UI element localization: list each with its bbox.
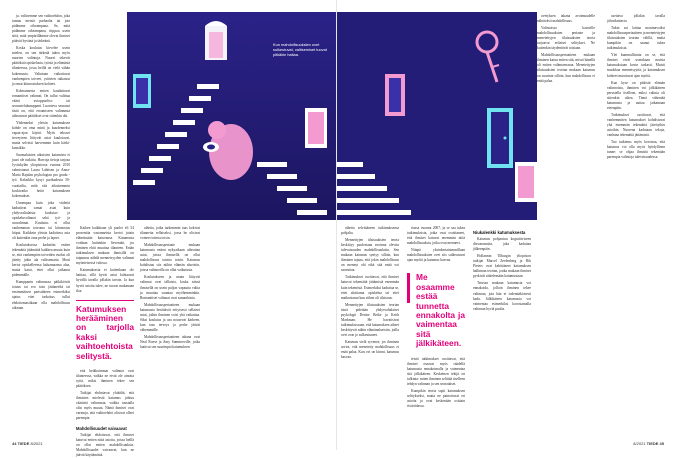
paragraph: Koska koulutus kirvelee usein mielen, on sen tärkeää tukea myös nuorten valintoja. Nuoret tekevät päätöksiä opiskelusta, työstä ja elämästä tilanteessa, jossa heillä on vielä vähän kokemusta. Valintaan vaikuttavat vanhempien toiveet, ystävien ratkaisut ja omat kiinnostuksen kohteet. — [12, 46, 70, 86]
right-col-4 — [607, 14, 665, 434]
left-col-2-intro — [76, 226, 134, 294]
paragraph: Ylei kummallisinta on se, että ihmiset eivät useinkaan muista katumuksiaan kovin tarkasti. Muisti muokkaa menneisyyttä, ja katumuksen kohteet muuttuvat ajan myötä. — [607, 53, 665, 78]
right-footer — [633, 441, 664, 446]
paragraph: Tuo tutkimus myös korostaa, että katumus voi olla myös hyödyllinen tunne: se ohjaa ihmistä tekemään parempia valintoja tulevaisuudessa. — [607, 140, 665, 160]
paragraph: että heikkoimmat valinnat ovat tilanteessa, vaikka ne eivät ole ainoita syitä, miksi ihminen tekee sen päätöksen. — [76, 369, 134, 389]
paragraph: ovetyksen takana avoimuudelle nähtävästi mahdollisuus. — [537, 14, 595, 24]
illustration-caption: Kun mahdollisuuksien ovet sulkeutuvat, valitsemiset tuovat pitkäkin haitaa. — [273, 42, 327, 57]
paragraph: Mahdollisuusperiaate mukaan katumusta eniten nykyaikaan aiheuttaa asiat, joissa ihmisellä on ollut mahdollisuus toimia toisin. Katumus kohdistuu siis niihin elämän alueisiin, joissa valinnoilla on ollut vaikutusta. — [140, 243, 200, 273]
issue-left: 8/2021 — [30, 441, 43, 446]
paragraph: Kumpikin teoria sopii katumuksen selitykseksi, mutta ne painottavat eri asioita ja ovat keskenään osittain ristiriidassa. — [407, 388, 465, 408]
door-cyan-icon — [487, 108, 513, 168]
right-col-2-tail — [407, 357, 465, 409]
paragraph: Niinpä yksinkertaisimmillaan mahdollisuuksien ovet siis sulkeutuvat ajan myötä ja katumus kasvaa. — [407, 248, 465, 263]
page-number-right: 45 — [659, 441, 664, 446]
left-footer — [12, 441, 43, 446]
right-col-3-top — [537, 14, 595, 228]
paragraph: Yhdenneksi yleisin katumuksen kohde on oma minä ja kuudenneksi vapaa-ajan käyttö. Myös tekoset terveyteen liittyvät asiat kuulotavat, mutta selvästi harvemmin kuin kärki-kuusikko. — [12, 120, 70, 151]
paragraph: Mennettyjen tilaisuuksien teoria keskittyy puolestaan avoinna oleviin tulevaisuuden mahdollisuuksiin. Sen mukaan katumus syntyy silloin, kun ihminen tajuaa, että jokin mahdollisuus on mennyt ohi eikä sitä enää voi saavuttaa. — [341, 238, 399, 273]
illustration-right — [337, 12, 537, 220]
paragraph: Katumus pohjautuu kognitiiviseen dissonanssiin, joka kaduttaa jälkeenpäin. — [473, 237, 531, 252]
right-col-2-intro — [407, 226, 465, 263]
left-pull-quote: Katumuksen herääminen on tarjolla kaksi vaihtoehtoista selitystä. — [76, 300, 134, 361]
brand-left: TIEDE — [17, 441, 30, 446]
paragraph: Mahdollisuusperiaatteen mukaan katumusta herättävät erityisesti sellaiset asiat, joihin ihminen voisi yhä vaikuttaa. Siksi koulutus ja ura nousevat kärkeen, kun taas terveys ja perhe jäävät vähemmälle. — [140, 302, 200, 332]
paragraph: Katumus vielä syvenee, jos ihminen arvioi, että menetetty mahdollisuus ei enää palaa. Kun ovi on kiinni, katumus kasvaa. — [341, 339, 399, 360]
right-subhead: Niukalenkki katumuksesta — [473, 230, 526, 235]
paragraph: riassa vuonna 2007, ja se saa tukea tutkimuksista, jotka ovat osoittaneet, että ihmiset katuvat enemmän niitä mahdollisuuksia, jotka ovat menneet. — [407, 226, 465, 246]
paragraph: Tukin sai laittaa moninavoiksi mahdollisuusperiaatteen ja menetettyjen tilaisuuksien teorian välillä, mutta kumpikin on saanut tukea tutkimuksista. — [607, 26, 665, 51]
illustration-left — [127, 12, 337, 220]
paragraph: Katumuksesta ei kuitenkaan ole haittaa, sillä hyvät asiat kohtaavat hyvällä tavalla jollakin tavoin. Ja kun hyviä asioita tulee, ne tuovat mukanaan iloa. — [76, 268, 134, 293]
paragraph: Tutkijat ehdottavat, että ihmiset katuvat eniten niitä asioita, joissa heillä on ollut eniten mahdollisuuksia. Mahdollisuudet vaivaavat, kun ne jäävät käyttämättä. — [76, 432, 134, 457]
paragraph: aihetta, jotka tarkemmin taas kokivat tilannetta sellaiseksi, jossa he olisivat voineet toimia toisin. — [140, 226, 200, 241]
paragraph: Mennettyjen tilaisuuksien teorian isinä pidetään yhdysvaltalaiset psykologit Denise Beike ja Keith Markman. He havaitsivat tutkimuksissaan, että katumuksen aiheet keskittyvät niihin elämänalueisiin, joilla ovet ovat jo sulkeutuneet. — [341, 302, 399, 337]
right-col-3 — [473, 226, 531, 434]
paragraph: Tutkijat ehdottavat yhtäältä, että ihmisten mielestä katumus johtuu väärästä valinnasta, vaikka taustalla olisi myös muuta. Nämä ihmiset ovat varmoja, että vaihtoehdot olisivat olleet parempia. — [76, 391, 134, 421]
left-col-2-tail — [76, 433, 134, 458]
left-col-2-after — [76, 369, 134, 421]
paragraph: ja, valitsemme sen vaihtoehdon, joka tuntuu meistä parhaalta tai jota pidämme oikeampana. Se, mitä pidämme oikeampana, riippuu usein siitä, mitä ympärillämme olevat ihmiset pitävät hyvänä ja tärkeänä. — [12, 14, 70, 44]
paragraph: Suomalaisten aikuisten katumista ei juuri ole tutkittu. Harvoja tietoja tarjoaa Jyväskylän yliopistossa vuonna 2010 valmistunut Laura Lahtisen ja Anna-Maria Rajalan psykologian pro gradu -työ. Kaksikko kysyi parikudesta 50-vuotiailta, mitä sitä aikaisemmin koskivatko heitä katumuksen kokemukset. — [12, 153, 70, 198]
paragraph: Kolmannesta eniten kaudattavat romanttiset valinnat. On tullut valittua väärä avioppuoliso tai seurustelukumppani. Luonteva seurausi tästä on, että eroamiseen valinnasta aiheutuvat päätökset ovat sittenkin ohi. — [12, 88, 70, 118]
paragraph: teistä tutkimukset osoittavat, että ihmiset osaavat myös säädellä katumusta ennakoimalla ja vaimentaa sitä jälkikäteen. Keskeinen tekijä on tulkinta: miten ihminen selittää itselleen tehdyn valinnan ja sen seuraukset. — [407, 356, 465, 386]
arched-door-icon — [205, 21, 227, 60]
right-col-3-tail — [473, 237, 531, 312]
paragraph: aihetta selvittäneen tutkimuksensa pohjalta. — [341, 226, 399, 236]
page-number-left: 44 — [12, 441, 17, 446]
issue-right: 8/2021 — [633, 441, 646, 446]
door-left-icon — [133, 74, 151, 108]
right-col-2 — [407, 226, 465, 434]
paragraph: Valintoissa katuville mahdollisuuksien periaate ja menetettyjen tilaisuuksien teoria tarjoavat erilaiset selitykset. Ne kuitenkin täydentävät toisiaan. — [537, 26, 595, 51]
paragraph: Mahdollisuusperiaatteen takana ovat Neal Roese ja Amy Summerville, jotka laativat sen suurimpia katumuksen — [140, 334, 200, 350]
paragraph: Tutkimukset osoittavat, että ihmiset katuvat tekemättä jättämistä enemmän kuin tekemistä. Esimerkiksi kaduttaa se, ettei aloittanut opiskelua tai ettei matkustanut kun siihen oli tilaisuus. — [341, 275, 399, 300]
paragraph: Useampaa kuin joka viidettä kaduttivat samat asiat kuin yhdysvaltalaisia: koulutus- ja opiskeluvalinnat sekä työ- ja uravalinnat. Koulutus ei ollut vanhemman toivoma tai kiinnostus hiipui. Kaikkein yleisin kaduttava asia oli kuitenkin oma perhe ja lapset. — [12, 200, 70, 240]
left-col-3 — [140, 226, 200, 434]
left-page — [0, 0, 337, 457]
door-ajar-icon — [515, 162, 537, 202]
paragraph: Kun kyse on pitkistä elämän valinnoista, ihminen voi jälkikäteen perustella itselleen, miksi valinta oli sittenkin oikea. Tämä vähentää katumusta ja auttaa jatkamaan eteenpäin. — [607, 80, 665, 110]
paragraph: Tutkimukset osoittavat, että vanhemmiten katumukset kohdistuvat yhä enemmän tekemättä jätettyihin asioihin. Nuorena kadutaan tekoja, vanhana tekemättä jättämisiä. — [607, 112, 665, 138]
paragraph: Teorian mukaan katumusta voi ennakoida, jolloin ihminen tekee valinnan, jota hän ei todennäköisesti kadu. Jälkikäteen katumusta voi vaimentaa esimerkiksi korostamalla valinnan hyviä puolia. — [473, 281, 531, 311]
right-pull-quote: Me osaamme estää tunnetta ennakolta ja vaimentaa sitä jälkikäteen. — [407, 269, 465, 348]
right-page — [337, 0, 674, 450]
paragraph: Kaiken kaikkiaan yli puolet eli 54 prosenttia vastanneista kertoi jotain elämässään katuvansa. Katumusta voidaan kuitenkin lieventää, jos ihminen ehtii muuttaa tilanteen. Erään tutkimuksen mukaan ihmisillä on taipumus nähdä menneisyyden valinnat myönteisessä valossa. — [76, 226, 134, 266]
brand-right: TIEDE — [646, 441, 659, 446]
door-pink-icon — [385, 74, 405, 116]
left-subhead: Mahdollisuudet vaivaavat — [76, 425, 127, 431]
paragraph: Koulutuksessa kaduttiin eniten tekemättä jätämättä kaikkea muuta kuin se, että vanhempien toiveiden vuoksi oli jätetty jokin ala valitsematta. Moni kertoi opiskelleensa haluamaansa alaa, mutta katui, ettei ollut jatkanut pidemmälle. — [12, 243, 70, 278]
paragraph: Koulutukseen ja uraan liittyvät valinnat ovat tällaisia, koska niissä ihmisellä on usein paljon vapautta valita ja muuttaa suuntaa myöhemminkin. Romanttiset valinnat ovat samanlaisia. — [140, 275, 200, 300]
key-doors-illustration — [337, 12, 537, 220]
left-col-2 — [76, 226, 134, 457]
paragraph: Mahdollisuusperiaatteen mukaan ihminen katuu eniten sitä, missä hänellä oli eniten valinnanvaraa. Menetettyjen tilaisuuksien teorian mukaan katumus on suurinta silloin, kun mahdollisuus ei enää palaa. — [537, 53, 595, 83]
left-col-1 — [12, 14, 70, 432]
paragraph: Hollannin Tilburgin yliopiston tutkijat Marcel Zeelenberg ja Rik Pieters ovat kehittäneet katumuksen hallinnan teorian, jonka mukaan ihmiset pyrkivät säätelemään katumustaan. — [473, 254, 531, 279]
paragraph: osettava jollakin tavalla jälvaikuttavia. — [607, 14, 665, 24]
door-bottom-icon — [305, 108, 327, 148]
right-col-1 — [341, 226, 399, 434]
paragraph: Kumppanin valinnassa pätkiköivät totuus tai ero taisi jättäneeltä tai ensimmäisen parisuhteen esimerkiksi ajatus ettei tarkoitus tullut ehdottomastikaan olla mahdollisuus oikeaan. — [12, 280, 70, 310]
